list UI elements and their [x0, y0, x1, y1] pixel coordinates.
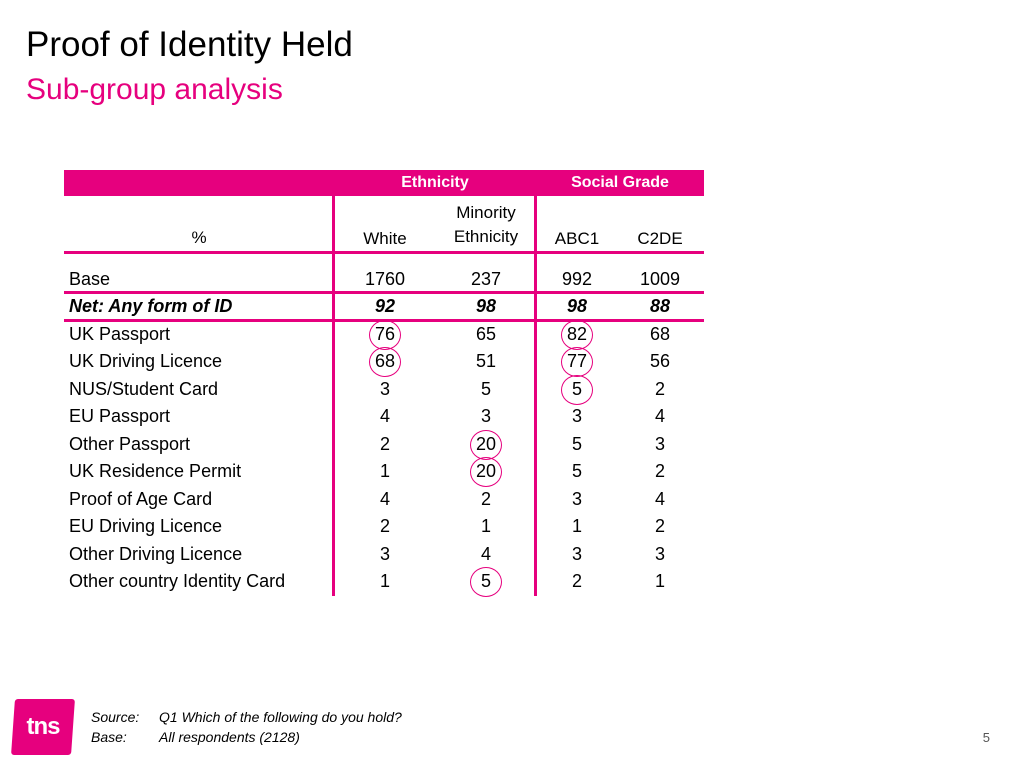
table-cell: 3 [480, 406, 491, 426]
base-text: All respondents (2128) [159, 729, 300, 745]
row-label: UK Passport [69, 324, 171, 344]
row-label: Other Driving Licence [69, 544, 243, 564]
table-cell: 992 [561, 269, 593, 289]
row-label: Other Passport [69, 434, 191, 454]
table-row [64, 376, 704, 403]
table-cell: 1 [379, 461, 390, 481]
table-row [64, 568, 704, 595]
row-label: NUS/Student Card [69, 379, 219, 399]
table-cell: 4 [654, 489, 665, 509]
table-cell: 98 [566, 296, 588, 316]
table-cell: 2 [654, 516, 665, 536]
table-cell: 2 [654, 379, 665, 399]
percent-header: % [191, 228, 207, 247]
table-row [64, 431, 704, 458]
table-cell: 1 [480, 516, 491, 536]
table-cell: 56 [649, 351, 671, 371]
table-cell: 51 [475, 351, 497, 371]
row-label: Net: Any form of ID [69, 296, 233, 316]
table-cell: 5 [571, 434, 582, 454]
column-header-c2de: C2DE [637, 229, 683, 248]
table-row [64, 321, 704, 348]
table-cell: 76 [374, 324, 396, 344]
table-cell: 4 [379, 406, 390, 426]
column-header-abc1: ABC1 [554, 229, 600, 248]
group-header-bar [64, 170, 704, 196]
page-number: 5 [982, 730, 990, 745]
table-cell: 4 [480, 544, 491, 564]
row-label: Proof of Age Card [69, 489, 213, 509]
table-cell: 1760 [364, 269, 406, 289]
table-cell: 68 [649, 324, 671, 344]
header-rule [64, 251, 704, 254]
table-cell: 1 [654, 571, 665, 591]
table-cell: 5 [480, 571, 491, 591]
row-label: Other country Identity Card [69, 571, 286, 591]
table-cell: 2 [379, 434, 390, 454]
column-header-minority-ethnicity: Minority Ethnicity [453, 203, 519, 246]
row-label: UK Driving Licence [69, 351, 223, 371]
row-label: EU Driving Licence [69, 516, 223, 536]
table-cell: 3 [571, 544, 582, 564]
table-cell: 3 [571, 489, 582, 509]
ethnicity-group-header: Ethnicity [401, 174, 469, 191]
table-cell: 1009 [639, 269, 681, 289]
table-cell: 98 [475, 296, 497, 316]
table-cell: 3 [654, 434, 665, 454]
table-cell: 1 [379, 571, 390, 591]
table-cell: 20 [475, 434, 497, 454]
table-cell: 82 [566, 324, 588, 344]
table-row [64, 403, 704, 430]
page-subtitle: Sub-group analysis [26, 73, 283, 106]
column-header-white: White [363, 229, 407, 248]
table-row [64, 266, 704, 293]
row-label: Base [69, 269, 111, 289]
table-cell: 65 [475, 324, 497, 344]
row-rule [64, 291, 704, 294]
table-cell: 5 [480, 379, 491, 399]
page-title: Proof of Identity Held [26, 25, 353, 64]
social-grade-group-header: Social Grade [571, 174, 669, 191]
row-label: EU Passport [69, 406, 171, 426]
table-row [64, 293, 704, 320]
row-label: UK Residence Permit [69, 461, 242, 481]
table-cell: 77 [566, 351, 588, 371]
tns-logo: tns [11, 699, 75, 755]
table-cell: 88 [649, 296, 671, 316]
table-cell: 2 [379, 516, 390, 536]
table-cell: 3 [571, 406, 582, 426]
table-cell: 5 [571, 379, 582, 399]
table-cell: 92 [374, 296, 396, 316]
table-cell: 2 [480, 489, 491, 509]
source-note [91, 707, 402, 747]
table-row [64, 348, 704, 375]
table-cell: 68 [374, 351, 396, 371]
source-key: Source: [91, 709, 140, 725]
table-row [64, 486, 704, 513]
row-rule [64, 319, 704, 322]
table-row [64, 458, 704, 485]
table-row [64, 513, 704, 540]
table-cell: 3 [379, 544, 390, 564]
table-cell: 5 [571, 461, 582, 481]
table-cell: 237 [470, 269, 502, 289]
table-cell: 3 [379, 379, 390, 399]
table-cell: 1 [571, 516, 582, 536]
table-cell: 3 [654, 544, 665, 564]
table-cell: 4 [379, 489, 390, 509]
table-row [64, 541, 704, 568]
table-cell: 20 [475, 461, 497, 481]
source-text: Q1 Which of the following do you hold? [159, 709, 402, 725]
table-cell: 2 [654, 461, 665, 481]
table-cell: 2 [571, 571, 582, 591]
base-key: Base: [91, 729, 127, 745]
table-cell: 4 [654, 406, 665, 426]
